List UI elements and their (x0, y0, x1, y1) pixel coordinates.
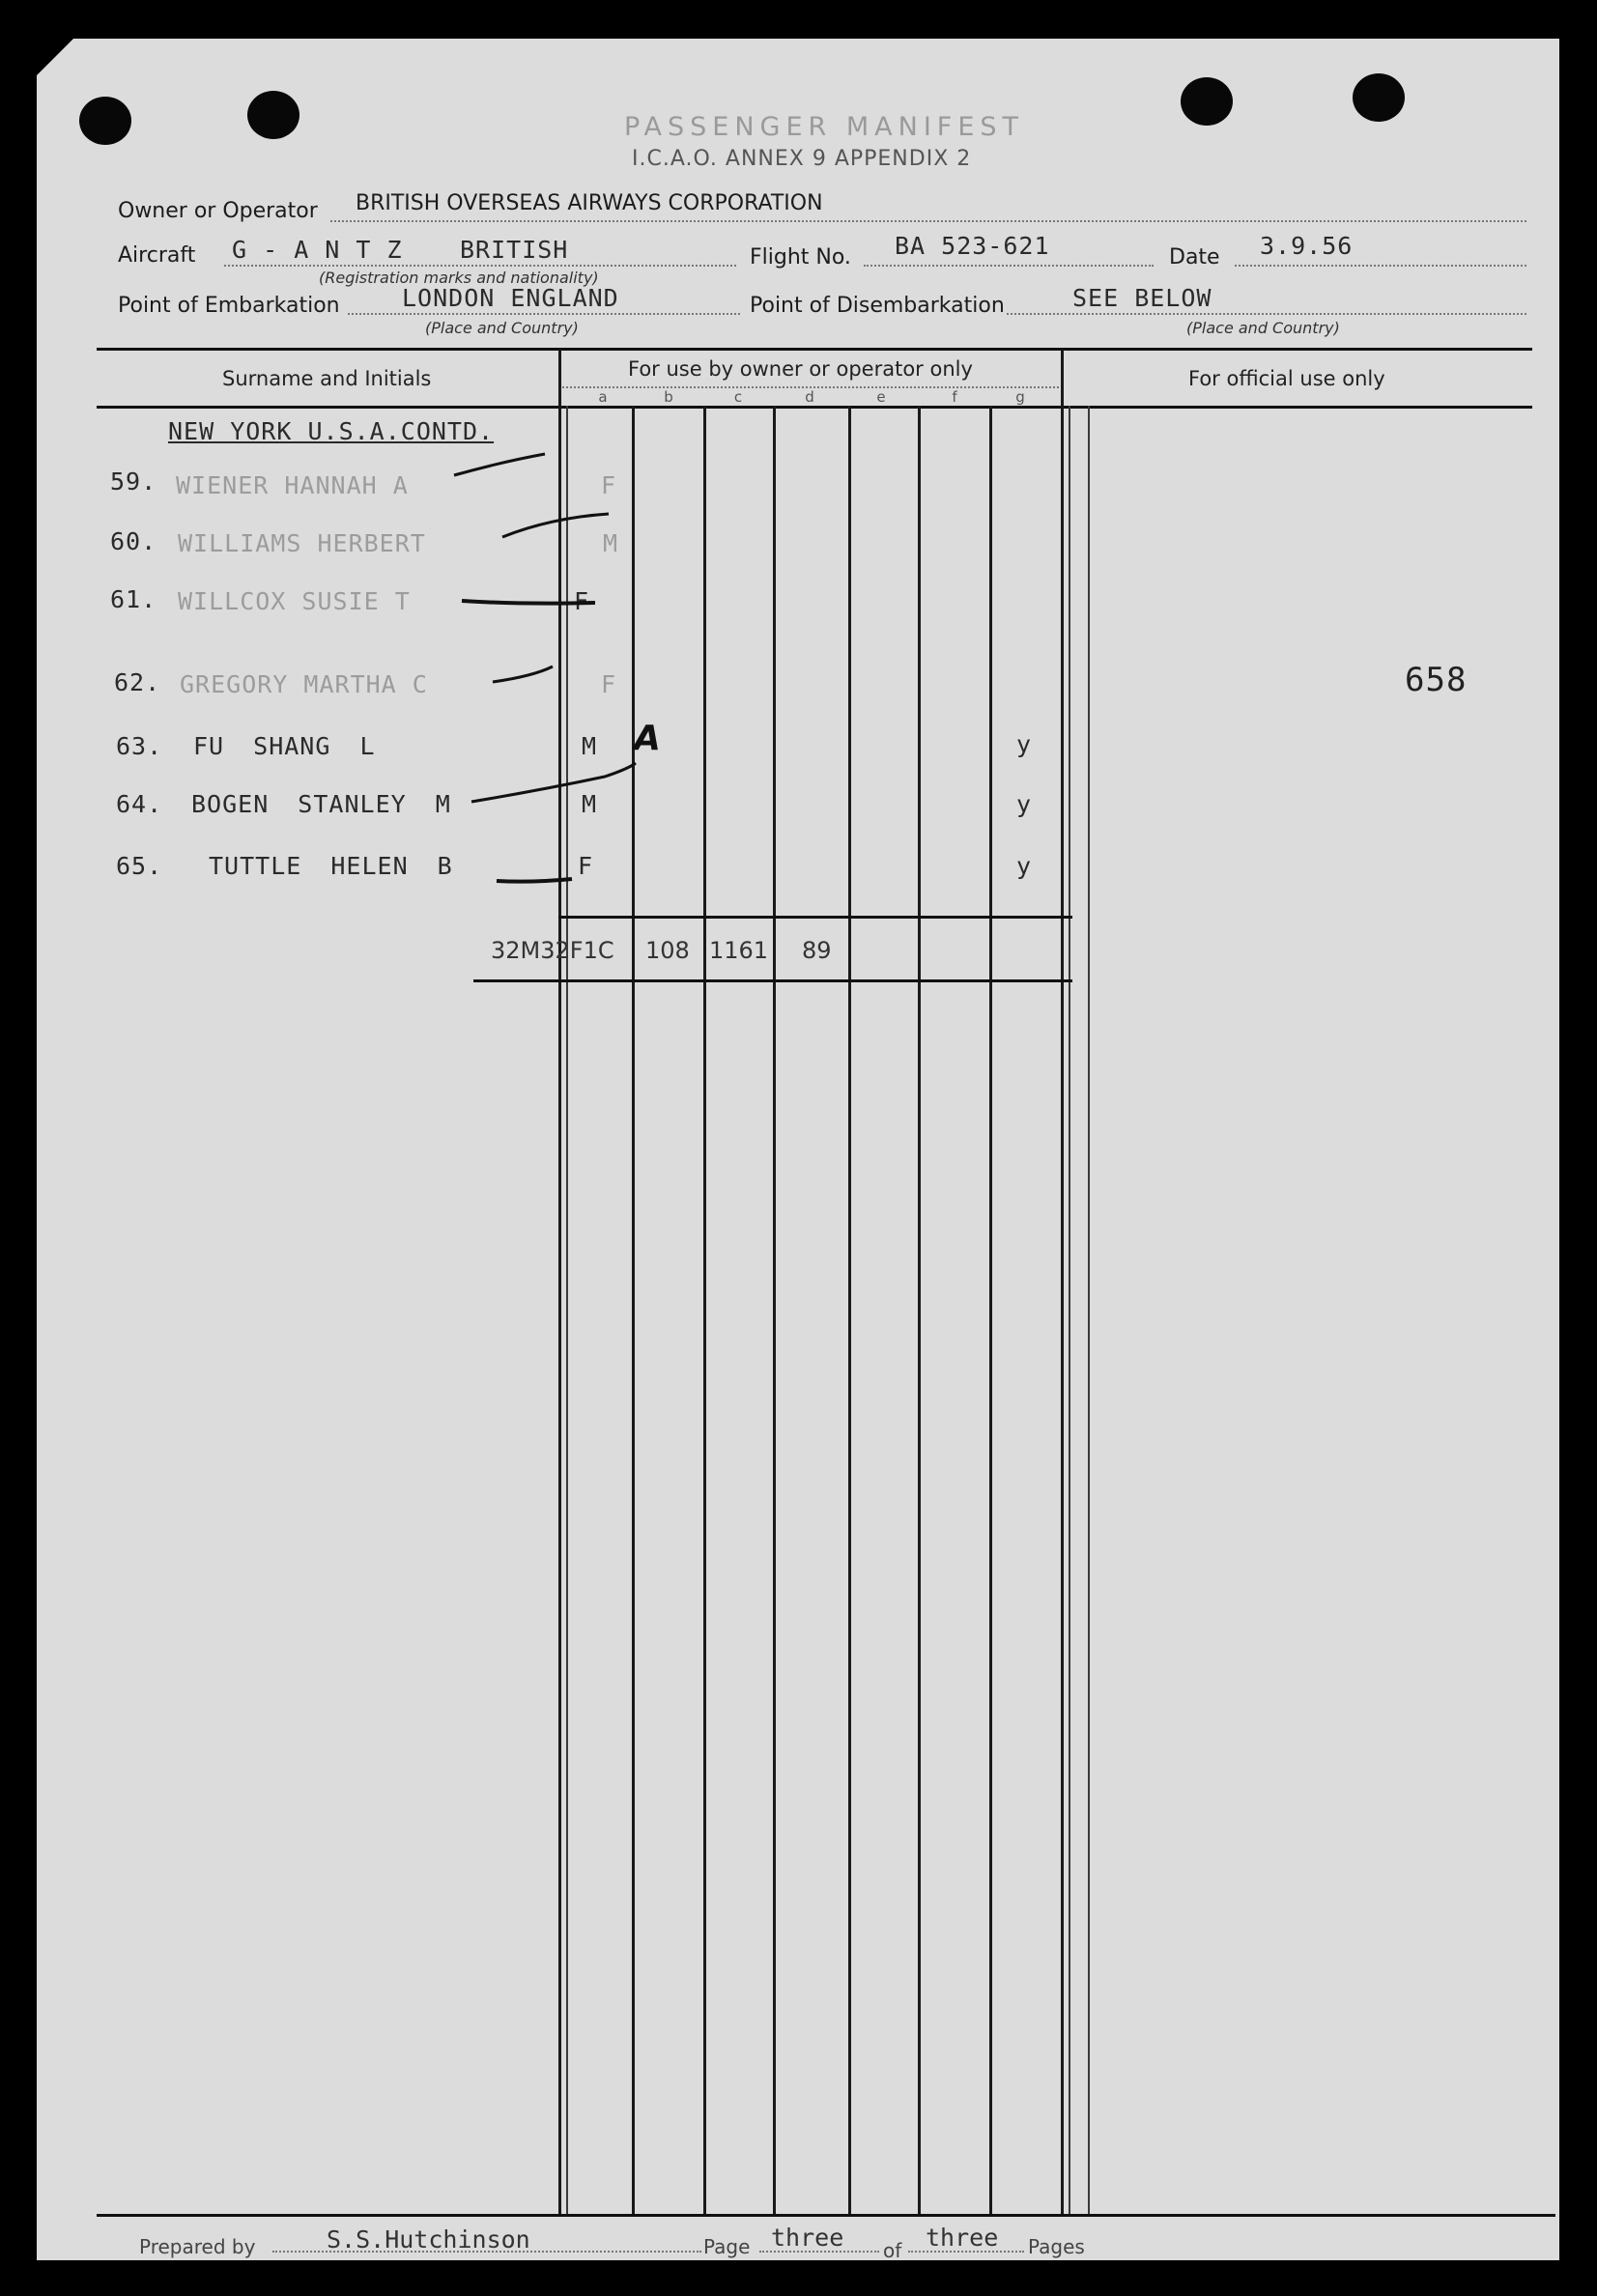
col-f-header: f (952, 388, 957, 406)
aircraft-label: Aircraft (118, 243, 196, 268)
page-line (759, 2251, 879, 2253)
embarkation-value: LONDON ENGLAND (402, 284, 619, 312)
col-g-value: y (1016, 852, 1033, 880)
official-number: 658 (1405, 661, 1468, 699)
totals-col-c: 1161 (709, 937, 769, 964)
flight-label: Flight No. (750, 245, 851, 269)
prepared-line (272, 2251, 701, 2253)
passenger-name: TUTTLE HELEN B (209, 852, 453, 880)
strike-mark (471, 763, 636, 802)
page-value: three (771, 2224, 844, 2252)
row-number: 61. (110, 585, 157, 613)
col-a-value: M (603, 529, 619, 557)
of-value: three (926, 2224, 999, 2252)
passenger-name: WILLCOX SUSIE T (178, 587, 411, 615)
col-a-value: F (574, 587, 590, 615)
col-a-header: a (598, 388, 608, 406)
totals-col-b: 108 (645, 937, 690, 964)
col-d-header: d (805, 388, 814, 406)
row-number: 60. (110, 527, 157, 555)
pages-label: Pages (1028, 2235, 1085, 2258)
col-g-value: y (1016, 790, 1033, 818)
strike-mark (502, 514, 609, 537)
aircraft-note: (Registration marks and nationality) (319, 269, 599, 287)
col-a-value: F (601, 670, 617, 698)
passenger-name: GREGORY MARTHA C (180, 670, 428, 698)
disembarkation-note: (Place and Country) (1186, 319, 1340, 337)
aircraft-nationality: BRITISH (460, 236, 569, 264)
col-g-header: g (1015, 388, 1025, 406)
flight-value: BA 523-621 (895, 232, 1050, 260)
strike-mark (462, 601, 595, 604)
owner-label: Owner or Operator (118, 199, 318, 223)
date-label: Date (1169, 245, 1220, 269)
totals-left: 32M32F1C (491, 937, 614, 964)
strike-mark (493, 666, 553, 682)
col-g-value: y (1016, 730, 1033, 758)
manifest-title: PASSENGER MANIFEST (624, 112, 1025, 142)
col-e-header: e (876, 388, 886, 406)
passenger-name: WIENER HANNAH A (176, 471, 409, 499)
owner-column-header: For use by owner or operator only (628, 357, 973, 381)
of-label: of (883, 2239, 902, 2262)
col-a-value: F (601, 471, 617, 499)
of-line (908, 2251, 1024, 2253)
section-heading: NEW YORK U.S.A.CONTD. (168, 417, 495, 445)
page-label: Page (703, 2235, 751, 2258)
embarkation-note: (Place and Country) (425, 319, 579, 337)
prepared-label: Prepared by (139, 2235, 256, 2258)
row-number: 59. (110, 468, 157, 496)
strike-mark (497, 879, 572, 882)
surname-column-header: Surname and Initials (222, 367, 432, 390)
col-a-value: M (582, 790, 598, 818)
col-c-header: c (733, 388, 743, 406)
official-column-header: For official use only (1188, 367, 1385, 390)
col-b-header: b (664, 388, 673, 406)
owner-value: BRITISH OVERSEAS AIRWAYS CORPORATION (356, 191, 823, 215)
disembarkation-value: SEE BELOW (1072, 284, 1212, 312)
col-a-value: F (578, 852, 594, 880)
date-value: 3.9.56 (1260, 232, 1354, 260)
col-b-value: A (634, 719, 661, 758)
col-a-value: M (582, 732, 598, 760)
totals-col-d: 89 (802, 937, 832, 964)
aircraft-registration: G - A N T Z (232, 236, 403, 264)
row-number: 65. (116, 852, 163, 880)
row-number: 62. (114, 668, 161, 696)
row-number: 63. (116, 732, 163, 760)
manifest-subtitle: I.C.A.O. ANNEX 9 APPENDIX 2 (632, 147, 972, 171)
disembarkation-label: Point of Disembarkation (750, 294, 1005, 318)
strike-mark (454, 454, 545, 475)
passenger-name: BOGEN STANLEY M (191, 790, 451, 818)
passenger-name: WILLIAMS HERBERT (178, 529, 426, 557)
embarkation-label: Point of Embarkation (118, 294, 340, 318)
prepared-value: S.S.Hutchinson (327, 2225, 530, 2253)
row-number: 64. (116, 790, 163, 818)
passenger-name: FU SHANG L (193, 732, 376, 760)
